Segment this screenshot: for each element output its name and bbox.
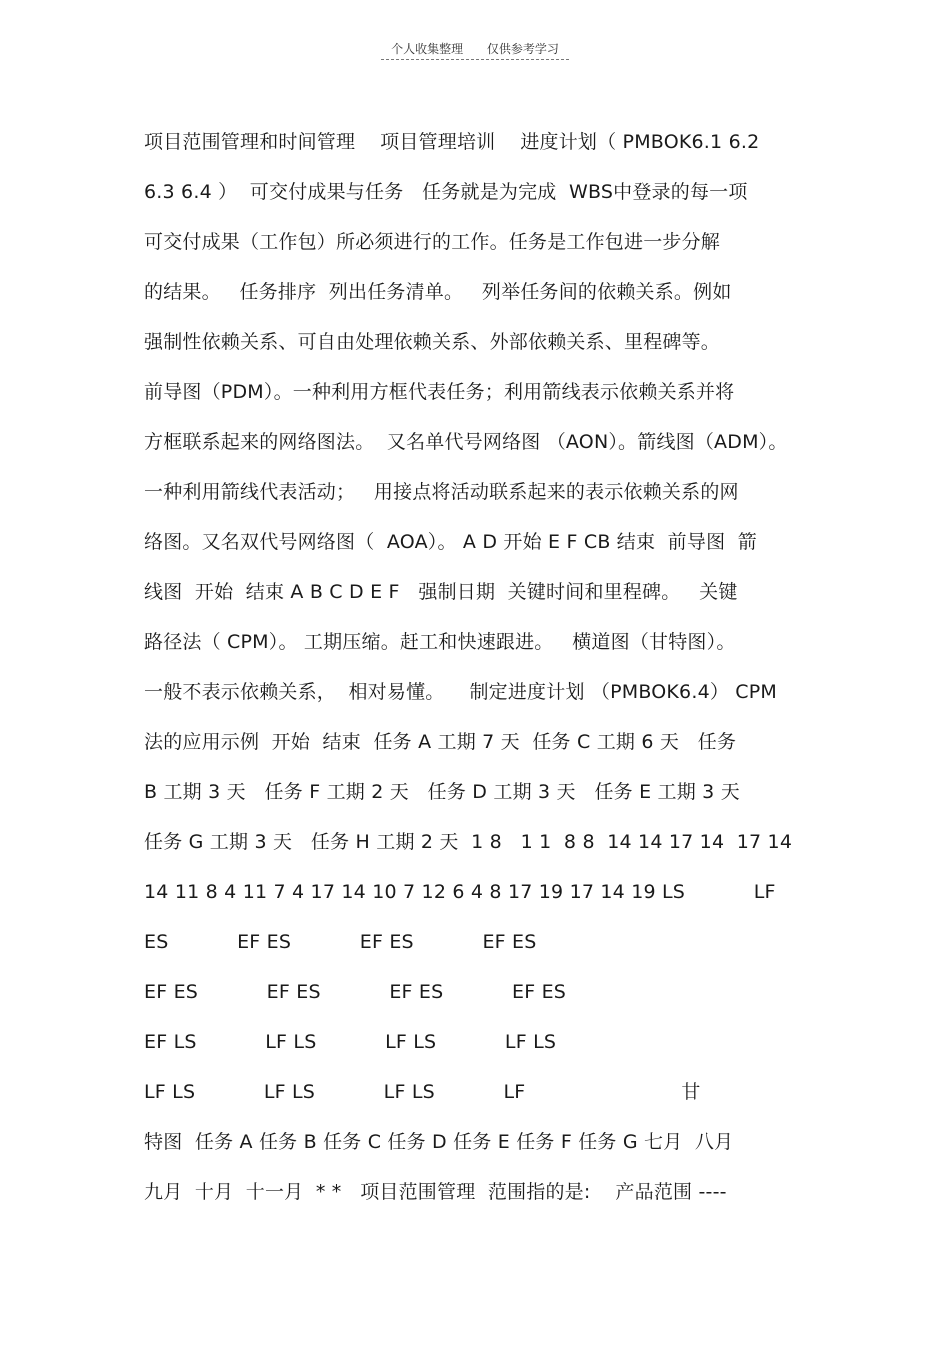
text-line: 前导图（PDM）。一种利用方框代表任务；利用箭线表示依赖关系并将 <box>144 381 735 403</box>
header-right-text: 仅供参考学习 <box>486 42 559 56</box>
text-line: 九月 十月 十一月 * * 项目范围管理 范围指的是: 产品范围 ---- <box>144 1181 727 1203</box>
text-line: ES EF ES EF ES EF ES <box>144 931 537 953</box>
text-line: 6.3 6.4 ） 可交付成果与任务 任务就是为完成 WBS中登录的每一项 <box>144 181 748 203</box>
text-line: 线图 开始 结束 A B C D E F 强制日期 关键时间和里程碑。 关键 <box>144 581 738 603</box>
text-line: 方框联系起来的网络图法。 又名单代号网络图 （AON）。箭线图（ADM）。 <box>144 431 788 453</box>
text-line: 项目范围管理和时间管理 项目管理培训 进度计划（ PMBOK6.1 6.2 <box>144 131 760 153</box>
text-line: 14 11 8 4 11 7 4 17 14 10 7 12 6 4 8 17 19 17 14 19 LS LF <box>144 881 776 903</box>
text-line: 络图。又名双代号网络图（ AOA）。 A D 开始 E F CB 结束 前导图 箭 <box>144 531 757 553</box>
text-line: 路径法（ CPM）。 工期压缩。赶工和快速跟进。 横道图（甘特图）。 <box>144 631 736 653</box>
text-line: 一般不表示依赖关系， 相对易懂。 制定进度计划 （PMBOK6.4） CPM <box>144 681 778 703</box>
header-left-text: 个人收集整理 <box>391 42 464 56</box>
text-line: 一种利用箭线代表活动； 用接点将活动联系起来的表示依赖关系的网 <box>144 481 739 503</box>
text-line: EF LS LF LS LF LS LF LS <box>144 1031 557 1053</box>
text-line: B 工期 3 天 任务 F 工期 2 天 任务 D 工期 3 天 任务 E 工期 3 天 <box>144 781 740 803</box>
text-line: EF ES EF ES EF ES EF ES <box>144 981 567 1003</box>
text-line: LF LS LF LS LF LS LF 甘 <box>144 1081 701 1103</box>
text-line: 任务 G 工期 3 天 任务 H 工期 2 天 1 8 1 1 8 8 14 14 17 14 17 14 <box>144 831 793 853</box>
text-line: 强制性依赖关系、可自由处理依赖关系、外部依赖关系、里程碑等。 <box>144 331 721 353</box>
text-line: 法的应用示例 开始 结束 任务 A 工期 7 天 任务 C 工期 6 天 任务 <box>144 731 737 753</box>
page-header <box>0 40 950 60</box>
text-line: 的结果。 任务排序 列出任务清单。 列举任务间的依赖关系。例如 <box>144 281 732 303</box>
text-line: 特图 任务 A 任务 B 任务 C 任务 D 任务 E 任务 F 任务 G 七月 八月 <box>144 1131 734 1153</box>
text-line: 可交付成果（工作包）所必须进行的工作。任务是工作包进一步分解 <box>144 231 721 253</box>
